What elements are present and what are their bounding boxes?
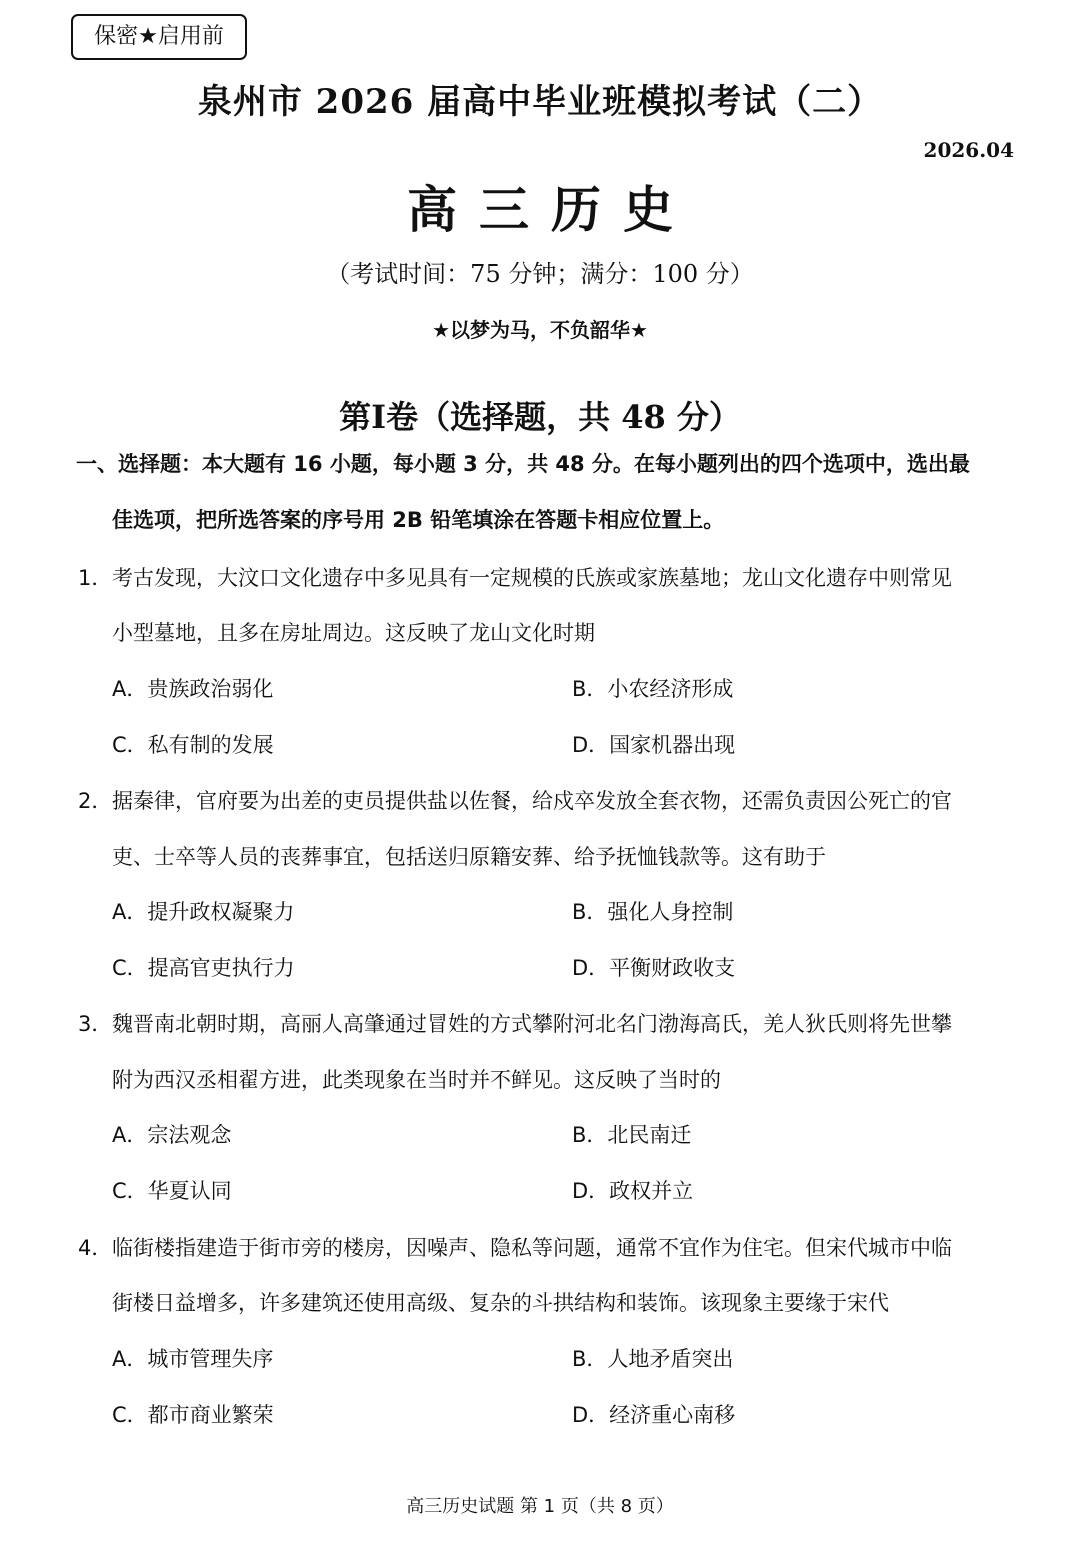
option-b: B．强化人身控制 [572, 900, 734, 924]
question-stem-line-1: 考古发现，大汶口文化遗存中多见具有一定规模的氏族或家族墓地；龙山文化遗存中则常见 [112, 566, 952, 590]
motto: ★以梦为马，不负韶华★ [432, 318, 648, 342]
question-number: 4． [78, 1236, 113, 1260]
option-d: D．经济重心南移 [572, 1403, 736, 1427]
question-number: 2． [78, 789, 113, 813]
option-d: D．国家机器出现 [572, 733, 736, 757]
option-d: D．政权并立 [572, 1179, 694, 1203]
question-stem-line-2: 小型墓地，且多在房址周边。这反映了龙山文化时期 [112, 621, 595, 645]
question-stem-line-1: 据秦律，官府要为出差的吏员提供盐以佐餐，给戍卒发放全套衣物，还需负责因公死亡的官 [112, 789, 952, 813]
option-d: D．平衡财政收支 [572, 956, 736, 980]
question-stem-line-1: 魏晋南北朝时期，高丽人高肇通过冒姓的方式攀附河北名门渤海高氏，羌人狄氏则将先世攀 [112, 1012, 952, 1036]
option-a: A．城市管理失序 [112, 1347, 274, 1371]
option-c: C．私有制的发展 [112, 733, 274, 757]
option-a: A．提升政权凝聚力 [112, 900, 295, 924]
exam-info: （考试时间：75 分钟；满分：100 分） [326, 260, 754, 288]
subject-title: 高三历史 [407, 180, 695, 239]
option-c: C．提高官吏执行力 [112, 956, 295, 980]
exam-date: 2026.04 [923, 138, 1014, 162]
option-b: B．小农经济形成 [572, 677, 734, 701]
option-a: A．宗法观念 [112, 1123, 232, 1147]
question-stem-line-2: 街楼日益增多，许多建筑还使用高级、复杂的斗拱结构和装饰。该现象主要缘于宋代 [112, 1291, 889, 1315]
option-c: C．华夏认同 [112, 1179, 232, 1203]
question-stem-line-2: 吏、士卒等人员的丧葬事宜，包括送归原籍安葬、给予抚恤钱款等。这有助于 [112, 845, 826, 869]
question-stem-line-2: 附为西汉丞相翟方进，此类现象在当时并不鲜见。这反映了当时的 [112, 1068, 721, 1092]
question-number: 1． [78, 566, 113, 590]
option-b: B．人地矛盾突出 [572, 1347, 734, 1371]
question-stem-line-1: 临街楼指建造于街市旁的楼房，因噪声、隐私等问题，通常不宜作为住宅。但宋代城市中临 [112, 1236, 952, 1260]
option-b: B．北民南迁 [572, 1123, 692, 1147]
confidential-stamp: 保密★启用前 [71, 14, 247, 60]
question-number: 3． [78, 1012, 113, 1036]
instruction-line-2: 佳选项，把所选答案的序号用 2B 铅笔填涂在答题卡相应位置上。 [112, 508, 725, 532]
section-heading: 第Ⅰ卷（选择题，共 48 分） [339, 398, 741, 436]
page-footer: 高三历史试题 第 1 页（共 8 页） [406, 1496, 674, 1517]
option-a: A．贵族政治弱化 [112, 677, 274, 701]
option-c: C．都市商业繁荣 [112, 1403, 274, 1427]
instruction-line-1: 一、选择题：本大题有 16 小题，每小题 3 分，共 48 分。在每小题列出的四个选项中，选出最 [76, 452, 970, 476]
exam-title: 泉州市 2026 届高中毕业班模拟考试（二） [197, 82, 883, 122]
